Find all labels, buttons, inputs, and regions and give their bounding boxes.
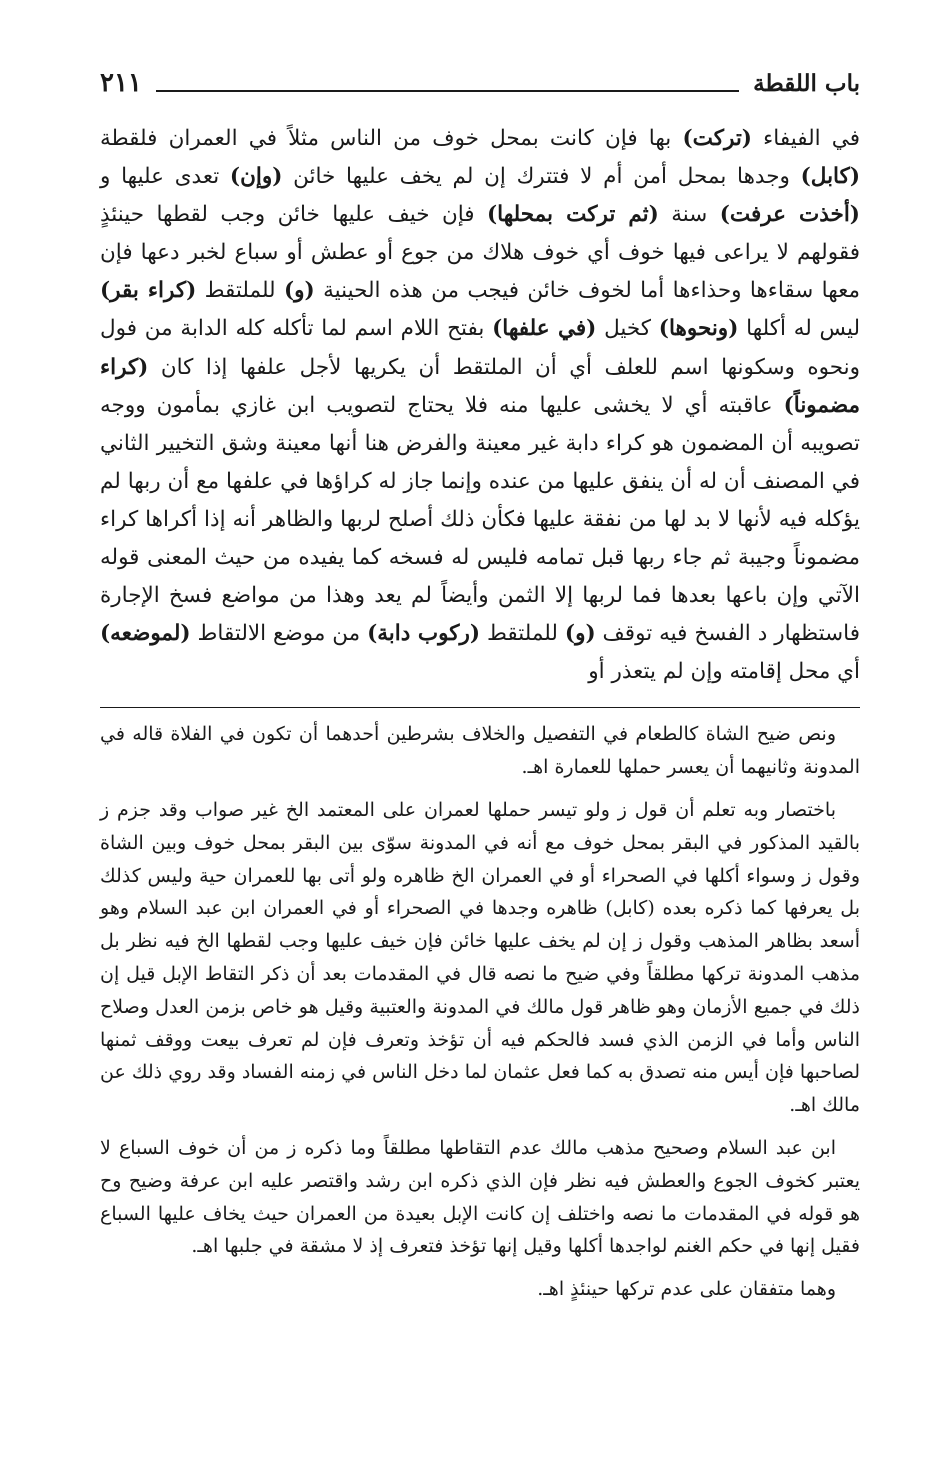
bold-term: (ونحوها) (658, 316, 739, 342)
text-run: من موضع الالتقاط (190, 621, 368, 647)
footnote-divider (100, 707, 860, 708)
text-run: وجدها بمحل أمن أم لا فتترك إن لم يخف عليها خائن (282, 164, 801, 190)
text-run: سنة (658, 202, 720, 228)
bold-term: (كراء بقر) (100, 278, 197, 304)
bold-term: (وإن) (229, 164, 283, 190)
bold-term: (و) (283, 278, 315, 304)
footnotes (100, 718, 860, 1306)
text-run: تعدى عليها و (100, 164, 230, 190)
bold-term: (ثم تركت بمحلها) (487, 202, 659, 228)
text-run: عاقبته أي لا يخشى عليها منه فلا يحتاج لتصويب ابن غازي بمأمون ووجه تصويبه أن المضمون هو كراء دابة غير معينة والفرض هنا أنها معينة وشق التخيير الثاني في المصنف أن له أن ينفق عليها من عنده وإنما جاز له كراؤها في علفها مع أن ربها لم يؤكله فيه لأنها لا بد لها من نفقة عليها فكأن ذلك أصلح لربها والظاهر أنه إذا أكراها كراء مضموناً وجيبة ثم جاء ربها قبل تمامه فليس له فسخه كما يفيده من حيث المعنى قوله الآتي وإن باعها بعدها فما لربها إلا الثمن وأيضاً لم يعد وهذا من مواضع فسخ الإجارة فاستظهار د الفسخ فيه توقف (100, 392, 861, 647)
bold-term: (تركت) (682, 126, 752, 151)
text-run: ليس له أكلها (738, 316, 860, 342)
bold-term: (في علفها) (492, 316, 597, 342)
text-run: للملتقط (196, 278, 284, 304)
page (100, 60, 860, 1316)
running-head (100, 60, 860, 106)
footnote-paragraph: ونص ضيح الشاة كالطعام في التفصيل والخلاف بشرطين أحدهما أن تكون في الفلاة قاله في المدونة وثانيهما أن يعسر حملها للعمارة اهـ. (100, 723, 860, 779)
bold-term: (كابل) (800, 164, 861, 190)
text-run: في الفيفاء (751, 126, 860, 151)
text-run: للملتقط (480, 621, 565, 647)
text-run: فإن خيف عليها خائن وجب لقطها حينئذٍ فقولهم لا يراعى فيها خوف أي خوف هلاك من جوع أو عطش أو سباع لخبر دعها فإن معها سقاءها وحذاءها أما لخوف خائن فيجب من هذه الحينية (100, 202, 861, 304)
footnote-paragraph: ابن عبد السلام وصحيح مذهب مالك عدم التقاطها مطلقاً وما ذكره ز من أن خوف السباع لا يعتبر كخوف الجوع والعطش فيه نظر فإن الذي ذكره ابن رشد واقتصر عليه ابن عرفة وضيح وح هو قوله في المقدمات ما نصه واختلف إن كانت الإبل بعيدة من العمران حيث يخاف عليها السباع فقيل إنها في حكم الغنم لواجدها أكلها وقيل إنها تؤخذ فتعرف إذ لا مشقة في جلبها اهـ. (100, 1136, 860, 1258)
header-rule (156, 90, 739, 92)
footnote-paragraph: باختصار وبه تعلم أن قول ز ولو تيسر حملها لعمران على المعتمد الخ غير صواب وقد جزم ز بالقيد المذكور في البقر بمحل خوف مع أنه في المدونة سوّى بين البقر بمحل خوف وبين الشاة وقول ز وسواء أكلها في الصحراء أو في العمران الخ ظاهره ولو أتى بها للعمران حية وليس كذلك بل يعرفها كما ذكره بعده (كابل) ظاهره وجدها في الصحراء أو في العمران ابن عبد السلام وهو أسعد بظاهر المذهب وقول ز إن لم يخف عليها خائن فإن خيف عليها وجب لقطها الخ فيه نظر بل مذهب المدونة تركها مطلقاً وفي ضيح ما نصه قال في المقدمات بعد أن ذكر التقاط الإبل قيل إن ذلك في جميع الأزمان وهو ظاهر قول مالك في المدونة والعتبية وقيل هو خاص بزمن العدل وصلاح الناس وأما في الزمن الذي فسد فالحكم فيه أن تؤخذ وتعرف فإن لم تعرف بيعت ووقف ثمنها لصاحبها فإن أيس منه تصدق به كما فعل عثمان لما دخل الناس في زمنه الفساد وقد روي ذلك عن مالك اهـ. (100, 799, 860, 1117)
bold-term: (كراء مضموناً) (100, 354, 860, 418)
text-run: كخيل (596, 316, 659, 342)
bold-term: (ركوب دابة) (367, 621, 481, 647)
chapter-title: باب اللقطة (753, 69, 860, 97)
text-run: بها فإن كانت بمحل خوف من الناس مثلاً في العمران فلقطة (100, 126, 683, 151)
bold-term: (و) (564, 621, 596, 647)
bold-term: (أخذت عرفت) (719, 202, 860, 228)
footnote-paragraph: وهما متفقان على عدم تركها حينئذٍ اهـ. (537, 1278, 836, 1301)
page-number: ٢١١ (100, 68, 142, 98)
text-run: أي محل إقامته وإن لم يتعذر أو (588, 659, 860, 685)
bold-term: (لموضعه) (100, 621, 191, 647)
main-text (100, 120, 860, 691)
text-run: بفتح اللام اسم لما تأكله كله الدابة من فول ونحوه وسكونها اسم للعلف أي أن الملتقط أن يكريها لأجل علفها إذا كان (100, 316, 860, 380)
